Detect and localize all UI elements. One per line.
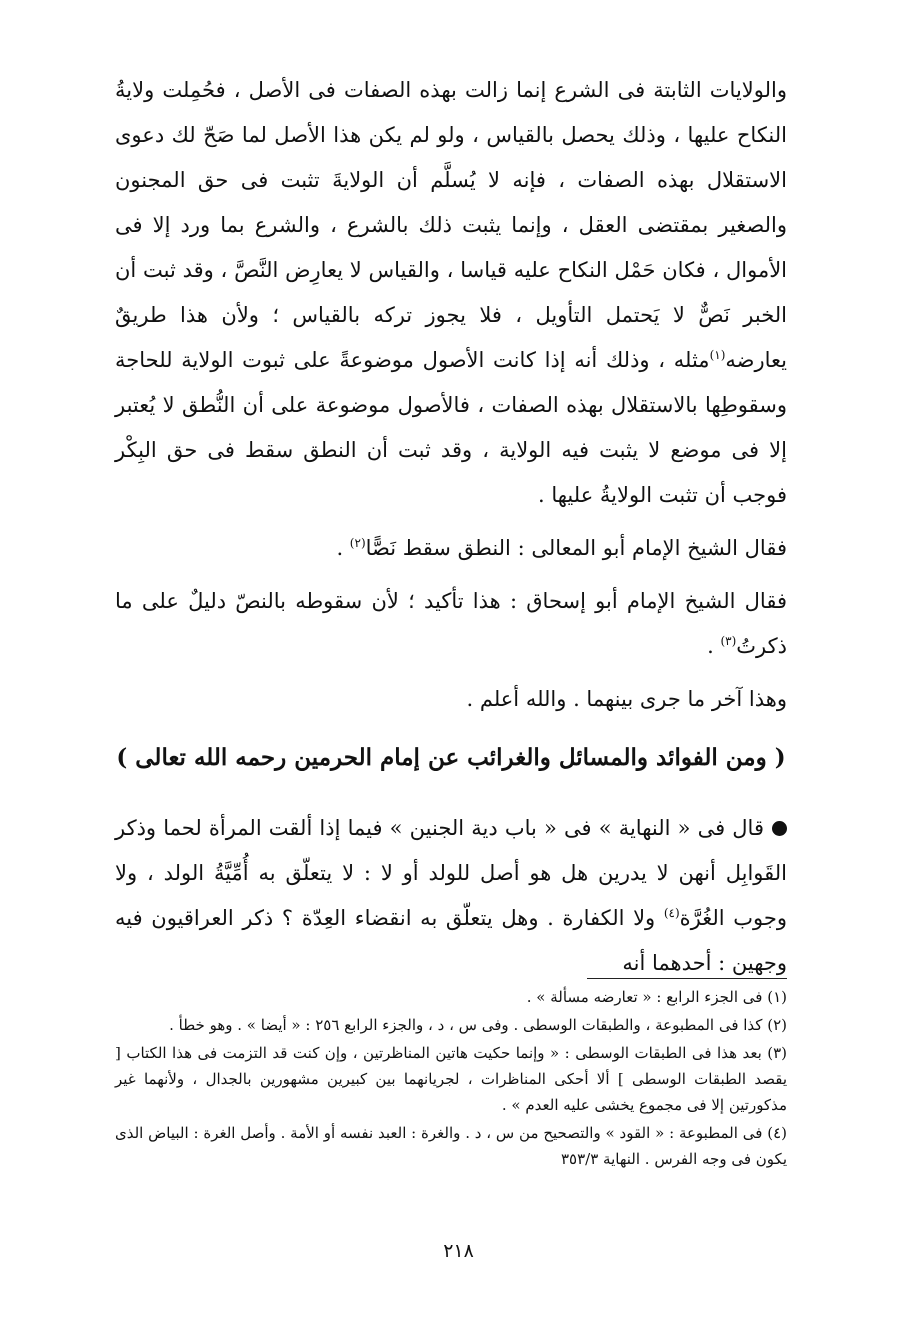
- footnote-4: (٤) فى المطبوعة : « القود » والتصحيح من س ، د . والغرة : العبد نفسه أو الأمة . وأصل الغرة : البياض الذى يكون فى وجه الفرس . النهاية ٣٥٣/٣: [115, 1124, 787, 1168]
- body-paragraph-3-text: فقال الشيخ الإمام أبو إسحاق : هذا تأكيد ؛ لأن سقوطه بالنصّ دليلٌ على ما ذكرتُ: [115, 589, 787, 658]
- body-paragraph-1-cont: مثله ، وذلك أنه إذا كانت الأصول موضوعةً على ثبوت الولاية للحاجة وسقوطِها بالاستقلال بهذه الصفات ، فالأصول موضوعة على أن النُّطق لا يُعتبر إلا فى موضع لا يثبت فيه الولاية ، وقد ثبت أن النطق سقط فى حق البِكْر فوجب أن تثبت الولايةُ عليها .: [115, 348, 787, 507]
- main-text: [115, 68, 787, 986]
- body-paragraph-1: [115, 68, 787, 518]
- page-number: ٢١٨: [443, 1240, 474, 1262]
- footnote-ref-2[interactable]: (٢): [349, 536, 366, 550]
- footnote-divider: [587, 978, 787, 979]
- body-paragraph-3-end: .: [707, 634, 721, 658]
- body-paragraph-5: [115, 806, 787, 986]
- footnote-2: (٢) كذا فى المطبوعة ، والطبقات الوسطى . وفى س ، د ، والجزء الرابع ٢٥٦ : « أيضا » . وهو خطأ .: [169, 1016, 787, 1034]
- section-heading: ( ومن الفوائد والمسائل والغرائب عن إمام الحرمين رحمه الله تعالى ): [116, 744, 786, 771]
- body-paragraph-3: [115, 579, 787, 669]
- footnote-ref-1[interactable]: (١): [709, 348, 726, 362]
- footnotes: [115, 984, 787, 1172]
- footnote-3: (٣) بعد هذا فى الطبقات الوسطى : « وإنما حكيت هاتين المناظرتين ، وإن كنت قد التزمت فى هذا الكتاب [ يقصد الطبقات الوسطى ] ألا أحكى المناظرات ، لجريانهما بين كبيرين مشهورين بالجدال ، ولأنهما غير مذكورتين إلا فى مجموع يخشى عليه العدم » .: [115, 1044, 787, 1114]
- body-paragraph-2-end: .: [336, 536, 350, 560]
- body-paragraph-2-text: فقال الشيخ الإمام أبو المعالى : النطق سقط نَصًّا: [365, 536, 787, 560]
- body-paragraph-4: وهذا آخر ما جرى بينهما . والله أعلم .: [466, 687, 787, 711]
- body-paragraph-2: [115, 526, 787, 571]
- body-paragraph-5-end: ولا الكفارة . وهل يتعلّق به انقضاء العِدّة ؟ ذكر العراقيون فيه وجهين : أحدهما أنه: [115, 906, 787, 975]
- bullet-icon: [772, 821, 787, 836]
- footnote-1: (١) فى الجزء الرابع : « تعارضه مسألة » .: [526, 988, 787, 1006]
- body-paragraph-5-text: قال فى « النهاية » فى « باب دية الجنين » فيما إذا ألقت المرأة لحما وذكر القَوابِل أنهن لا يدرين هل هو أصل للولد أو لا : لا يتعلّق به أُمِّيَّةُ الولد ، ولا وجوب الغُرَّة: [115, 816, 787, 930]
- footnote-ref-4[interactable]: (٤): [663, 906, 680, 920]
- footnote-ref-3[interactable]: (٣): [720, 634, 737, 648]
- body-paragraph-1-text: والولايات الثابتة فى الشرع إنما زالت بهذه الصفات فى الأصل ، فحُمِلت ولايةُ النكاح عليها ، وذلك يحصل بالقياس ، ولو لم يكن هذا الأصل لما صَحّ لك دعوى الاستقلال بهذه الصفات ، فإنه لا يُسلَّم أن الولايةَ تثبت فى حق المجنون والصغير بمقتضى العقل ، وإنما يثبت ذلك بالشرع ، والشرع بما ورد إلا فى الأموال ، فكان حَمْل النكاح عليه قياسا ، والقياس لا يعارِض النَّصَّ ، وقد ثبت أن الخبر نَصٌّ لا يَحتمل التأويل ، فلا يجوز تركه بالقياس ؛ ولأن هذا طريقٌ يعارضه: [115, 78, 787, 372]
